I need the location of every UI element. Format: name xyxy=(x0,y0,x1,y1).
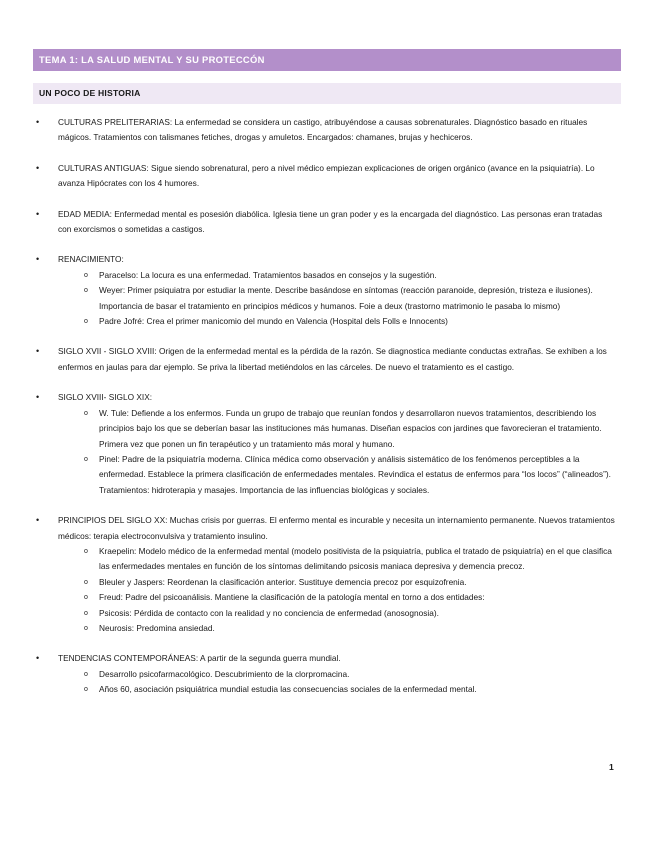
list-item-text: EDAD MEDIA: Enfermedad mental es posesión diabólica. Iglesia tiene un gran poder y es la encargada del diagnóstico. Las personas eran tratadas con exorcismos o sometidas a castigos. xyxy=(58,208,603,235)
sub-list-item xyxy=(58,590,617,605)
list-item-text: TENDENCIAS CONTEMPORÁNEAS: A partir de la segunda guerra mundial. xyxy=(58,653,341,664)
sub-list-item-text: Psicosis: Pérdida de contacto con la realidad y no conciencia de enfermedad (anosognosia). xyxy=(99,607,439,618)
list-item-text: SIGLO XVII - SIGLO XVIII: Origen de la enfermedad mental es la pérdida de la razón. Se diagnostica mediante conductas extrañas. Se exhiben a los enfermos en jaulas para dar ejemplo. Se priva la libertad metiéndolos en las cárceles. De nuevo el tratamiento es el castigo. xyxy=(58,346,607,372)
sub-list-item xyxy=(58,406,617,452)
list-item xyxy=(33,344,617,375)
circle-bullet-icon: o xyxy=(84,318,88,326)
circle-bullet-icon: o xyxy=(84,578,88,586)
circle-bullet-icon: o xyxy=(84,624,88,632)
sub-list-item-text: Paracelso: La locura es una enfermedad. Tratamientos basados en consejos y la sugestión. xyxy=(99,269,437,280)
list-item-text: CULTURAS PRELITERARIAS: La enfermedad se considera un castigo, atribuyéndose a causas sobrenaturales. Diagnóstico basado en rituales mágicos. Tratamientos con talismanes fetiches, drogas y amuletos. Encargados: chamanes, brujas y hechiceros. xyxy=(58,117,588,143)
circle-bullet-icon: o xyxy=(84,287,88,295)
sub-list-item-text: Pinel: Padre de la psiquiatría moderna. Clínica médica como observación y análisis sistemático de los fenómenos perceptibles a la enfermedad. Establece la primera clasificación de enfermedades mentales. Revindica el estatus de enfermos para “los locos” (“alineados”). Tratamientos: hidroterapia y masajes. Importancia de las influencias biológicas y sociales. xyxy=(99,453,611,495)
sub-list-item-text: Freud: Padre del psicoanálisis. Mantiene la clasificación de la patología mental en torno a dos entidades: xyxy=(99,592,485,603)
sub-list-item-text: Kraepelin: Modelo médico de la enfermedad mental (modelo positivista de la psiquiatría, publica el tratado de psiquiatría) en el que clasifica las enfermedades mentales en función de los síntomas delimitando psicosis maniaca depresiva y demencia precoz. xyxy=(99,545,612,572)
sub-list-item xyxy=(58,268,617,283)
circle-bullet-icon: o xyxy=(84,455,88,463)
list-item xyxy=(33,651,617,697)
bullet-icon: • xyxy=(36,515,40,526)
list-item-text: RENACIMIENTO: xyxy=(58,254,124,265)
bullet-icon: • xyxy=(36,117,40,127)
sub-list-item xyxy=(58,544,617,575)
sub-list-item-text: Padre Jofré: Crea el primer manicomio del mundo en Valencia (Hospital dels Folls e Innocents) xyxy=(99,316,448,327)
sub-list-item xyxy=(58,682,617,697)
list-item-text: SIGLO XVIII- SIGLO XIX: xyxy=(58,392,153,403)
circle-bullet-icon: o xyxy=(84,271,88,279)
circle-bullet-icon: o xyxy=(84,409,88,417)
page-number: 1 xyxy=(609,762,614,772)
circle-bullet-icon: o xyxy=(84,609,88,617)
circle-bullet-icon: o xyxy=(84,547,88,555)
list-item xyxy=(33,115,617,146)
list-item-text: CULTURAS ANTIGUAS: Sigue siendo sobrenatural, pero a nivel médico empiezan explicaciones de origen orgánico (avance en la psiquiatría). Lo avanza Hipócrates con los 4 humores. xyxy=(58,162,595,189)
list-item xyxy=(33,161,617,192)
history-list xyxy=(33,115,617,698)
sub-list-item-text: Bleuler y Jaspers: Reordenan la clasificación anterior. Sustituye demencia precoz por esquizofrenia. xyxy=(99,576,467,587)
bullet-icon: • xyxy=(36,254,40,265)
sub-list-item xyxy=(58,452,617,498)
section-heading: UN POCO DE HISTORIA xyxy=(33,83,621,104)
sub-list-item xyxy=(58,314,617,329)
list-item xyxy=(33,207,617,238)
sub-list-item xyxy=(58,606,617,621)
sub-list-item-text: W. Tule: Defiende a los enfermos. Funda un grupo de trabajo que reunían fondos y desarrollaron nuevos tratamientos, describiendo los principios bajo los que se deberían basar las instituciones más humanas. Diseñan espacios con jardines que favorecieran el tratamiento. Primera vez que ponen un fin terapéutico y un tratamiento más moral y humano. xyxy=(99,407,602,449)
sub-list-item xyxy=(58,283,617,314)
bullet-icon: • xyxy=(36,162,40,173)
list-item xyxy=(33,252,617,329)
sub-list-item xyxy=(58,575,617,590)
sub-list-item-text: Desarrollo psicofarmacológico. Descubrimiento de la clorpromacina. xyxy=(99,668,350,679)
list-item-text: PRINCIPIOS DEL SIGLO XX: Muchas crisis por guerras. El enfermo mental es incurable y necesita un internamiento permanente. Nuevos tratamientos médicos: terapia electroconvulsiva y tratamiento insulino. xyxy=(58,515,615,541)
circle-bullet-icon: o xyxy=(84,670,88,678)
sub-list-item-text: Neurosis: Predomina ansiedad. xyxy=(99,622,215,633)
bullet-icon: • xyxy=(36,346,40,357)
list-item xyxy=(33,390,617,498)
bullet-icon: • xyxy=(36,653,40,664)
circle-bullet-icon: o xyxy=(84,686,88,694)
page-title: TEMA 1: LA SALUD MENTAL Y SU PROTECCÓN xyxy=(33,49,621,71)
circle-bullet-icon: o xyxy=(84,594,88,602)
sub-list-item xyxy=(58,667,617,682)
bullet-icon: • xyxy=(36,392,40,403)
sub-list-item-text: Años 60, asociación psiquiátrica mundial estudia las consecuencias sociales de la enfermedad mental. xyxy=(99,684,477,695)
bullet-icon: • xyxy=(36,208,40,219)
sub-list-item xyxy=(58,621,617,636)
list-item xyxy=(33,513,617,636)
sub-list-item-text: Weyer: Primer psiquiatra por estudiar la mente. Describe basándose en síntomas (reacción paranoide, depresión, tristeza e ilusiones). Importancia de basar el tratamiento en principios médicos y humanos. Foie a deux (trastorno matrimonio le pasaba lo mismo) xyxy=(99,285,593,311)
